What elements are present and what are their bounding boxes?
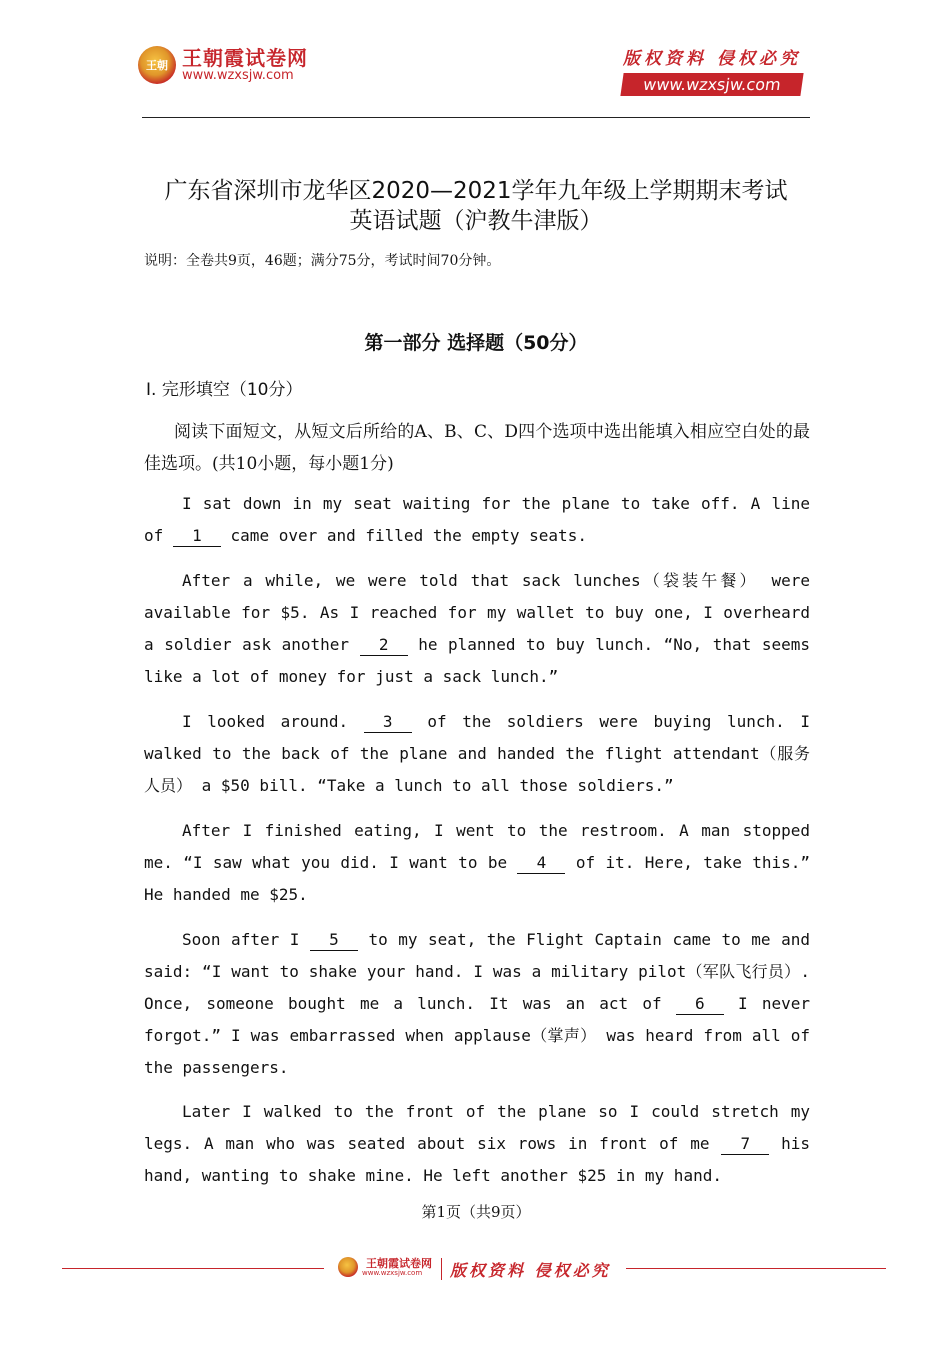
logo-emblem-icon: 王朝 bbox=[138, 46, 176, 84]
passage-paragraph-2: After a while, we were told that sack lunches（袋装午餐） were available for $5. As I reached for my wallet to buy one, I overheard a soldier ask another 2 he planned to buy lunch. “No, that seems like a lot of money for just a sack lunch.” bbox=[144, 571, 811, 686]
footer-copyright: 版权资料 侵权必究 bbox=[450, 1261, 611, 1280]
passage-paragraph-5: Soon after I 5 to my seat, the Flight Captain came to me and said: “I want to shake your hand. I was a military pilot（军队飞行员）. Once, someone bought me a lunch. It was an act of 6 I never forgot.” I was embarrassed when applause（掌声） was heard from all of the passengers. bbox=[144, 930, 811, 1077]
footer-site-url: www.wzxsjw.com bbox=[362, 1268, 423, 1277]
exam-title-line1: 广东省深圳市龙华区2020—2021学年九年级上学期期末考试 bbox=[164, 178, 788, 204]
site-name: 王朝霞试卷网 bbox=[182, 45, 308, 70]
exam-title-line2: 英语试题（沪教牛津版） bbox=[349, 208, 603, 234]
blank-7: 7 bbox=[721, 1134, 769, 1155]
blank-6: 6 bbox=[676, 994, 724, 1015]
url-banner: www.wzxsjw.com bbox=[620, 73, 803, 96]
part-title: I. 完形填空（10分） bbox=[146, 380, 303, 400]
exam-note: 说明：全卷共9页，46题；满分75分，考试时间70分钟。 bbox=[144, 253, 501, 269]
copyright-block bbox=[622, 44, 802, 96]
passage-paragraph-1: I sat down in my seat waiting for the plane to take off. A line of 1 came over and filled the empty seats. bbox=[144, 494, 810, 545]
page-footer bbox=[0, 1255, 952, 1285]
passage-paragraph-4: After I finished eating, I went to the restroom. A man stopped me. “I saw what you did. I want to be 4 of it. Here, take this.” He handed me $25. bbox=[144, 821, 810, 904]
footer-logo-icon bbox=[338, 1257, 358, 1277]
copyright-text: 版权资料 侵权必究 bbox=[623, 49, 801, 69]
blank-1: 1 bbox=[173, 526, 221, 547]
footer-rule-left bbox=[62, 1268, 324, 1269]
site-url: www.wzxsjw.com bbox=[182, 67, 294, 83]
site-logo bbox=[138, 46, 308, 84]
section-title: 第一部分 选择题（50分） bbox=[364, 332, 588, 354]
footer-rule-right bbox=[626, 1268, 886, 1269]
blank-2: 2 bbox=[360, 635, 408, 656]
blank-3: 3 bbox=[364, 712, 412, 733]
blank-4: 4 bbox=[517, 853, 565, 874]
footer-site-name: 王朝霞试卷网 bbox=[366, 1256, 432, 1270]
footer-separator bbox=[441, 1258, 442, 1280]
blank-5: 5 bbox=[310, 930, 358, 951]
passage-paragraph-6: Later I walked to the front of the plane so I could stretch my legs. A man who was seated about six rows in front of me 7 his hand, wanting to shake mine. He left another $25 in my hand. bbox=[144, 1102, 810, 1185]
instructions: 阅读下面短文，从短文后所给的A、B、C、D四个选项中选出能填入相应空白处的最佳选项。(共10小题，每小题1分) bbox=[144, 422, 810, 474]
passage-paragraph-3: I looked around. 3 of the soldiers were buying lunch. I walked to the back of the plane and handed the flight attendant（服务人员） a $50 bill. “Take a lunch to all those soldiers.” bbox=[144, 712, 810, 795]
header-divider bbox=[142, 117, 810, 118]
page-number: 第1页（共9页） bbox=[421, 1203, 531, 1221]
footer-logo bbox=[338, 1257, 432, 1277]
